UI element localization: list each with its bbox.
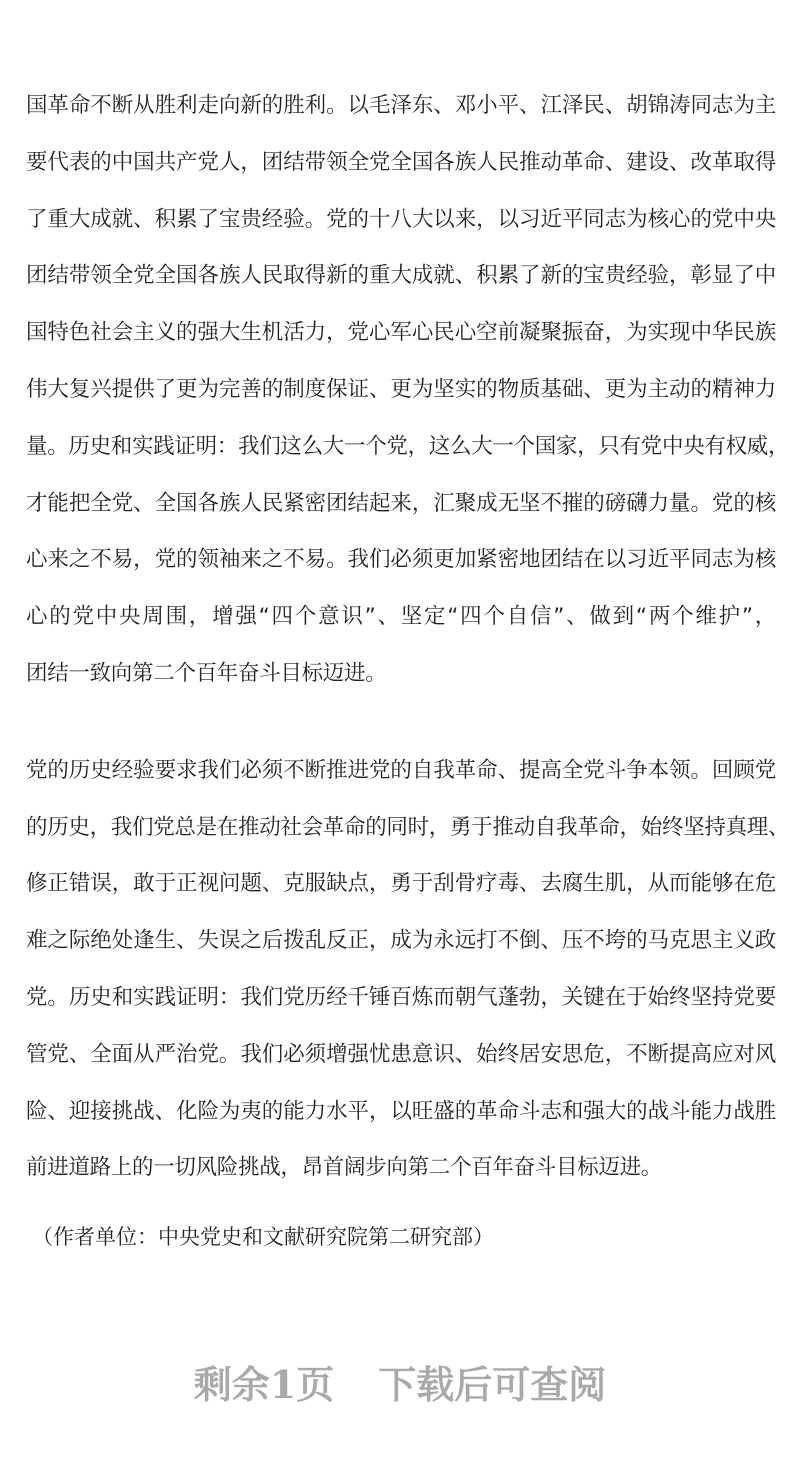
remaining-pages-label: 剩余1页 [193, 1362, 335, 1407]
paragraph-spacer [26, 703, 776, 743]
text-line: 国特色社会主义的强大生机活力，党心军心民心空前凝聚振奋，为实现中华民族 [26, 320, 776, 346]
document-body [26, 78, 790, 1197]
text-line: 难之际绝处逢生、失误之后拨乱反正，成为永远打不倒、压不垮的马克思主义政 [26, 928, 776, 954]
text-line: 管党、全面从严治党。我们必须增强忧患意识、始终居安思危，不断提高应对风 [26, 1041, 776, 1067]
text-line: 才能把全党、全国各族人民紧密团结起来，汇聚成无坚不摧的磅礴力量。党的核 [26, 490, 776, 516]
text-line: 团结一致向第二个百年奋斗目标迈进。 [26, 660, 387, 686]
text-line: 的历史，我们党总是在推动社会革命的同时，勇于推动自我革命，始终坚持真理、 [26, 814, 790, 840]
text-line: 党。历史和实践证明：我们党历经千锤百炼而朝气蓬勃，关键在于始终坚持党要 [26, 984, 776, 1010]
text-line: 了重大成就、积累了宝贵经验。党的十八大以来，以习近平同志为核心的党中央 [26, 206, 776, 232]
text-line: 险、迎接挑战、化险为夷的能力水平，以旺盛的革命斗志和强大的战斗能力战胜 [26, 1098, 776, 1124]
text-line: 心来之不易，党的领袖来之不易。我们必须更加紧密地团结在以习近平同志为核 [26, 547, 776, 573]
text-line: 前进道路上的一切风险挑战，昂首阔步向第二个百年奋斗目标迈进。 [26, 1155, 663, 1181]
download-prompt-banner[interactable] [0, 1355, 800, 1415]
paragraph-2 [26, 743, 790, 1197]
paragraph-1 [26, 78, 790, 703]
author-affiliation: （作者单位：中央党史和文献研究院第二研究部） [32, 1225, 494, 1249]
text-line: 国革命不断从胜利走向新的胜利。以毛泽东、邓小平、江泽民、胡锦涛同志为主 [26, 93, 776, 118]
text-line: 修正错误，敢于正视问题、克服缺点，勇于刮骨疗毒、去腐生肌，从而能够在危 [26, 871, 776, 897]
text-line: 心的党中央周围，增强“四个意识”、坚定“四个自信”、做到“两个维护”， [26, 604, 776, 630]
text-line: 团结带领全党全国各族人民取得新的重大成就、积累了新的宝贵经验，彰显了中 [26, 263, 776, 289]
text-line: 量。历史和实践证明：我们这么大一个党，这么大一个国家，只有党中央有权威， [26, 433, 790, 459]
download-to-view-label: 下载后可查阅 [378, 1362, 607, 1407]
text-line: 要代表的中国共产党人，团结带领全党全国各族人民推动革命、建设、改革取得 [26, 149, 776, 175]
text-line: 党的历史经验要求我们必须不断推进党的自我革命、提高全党斗争本领。回顾党 [26, 757, 776, 783]
text-line: 伟大复兴提供了更为完善的制度保证、更为坚实的物质基础、更为主动的精神力 [26, 376, 776, 402]
